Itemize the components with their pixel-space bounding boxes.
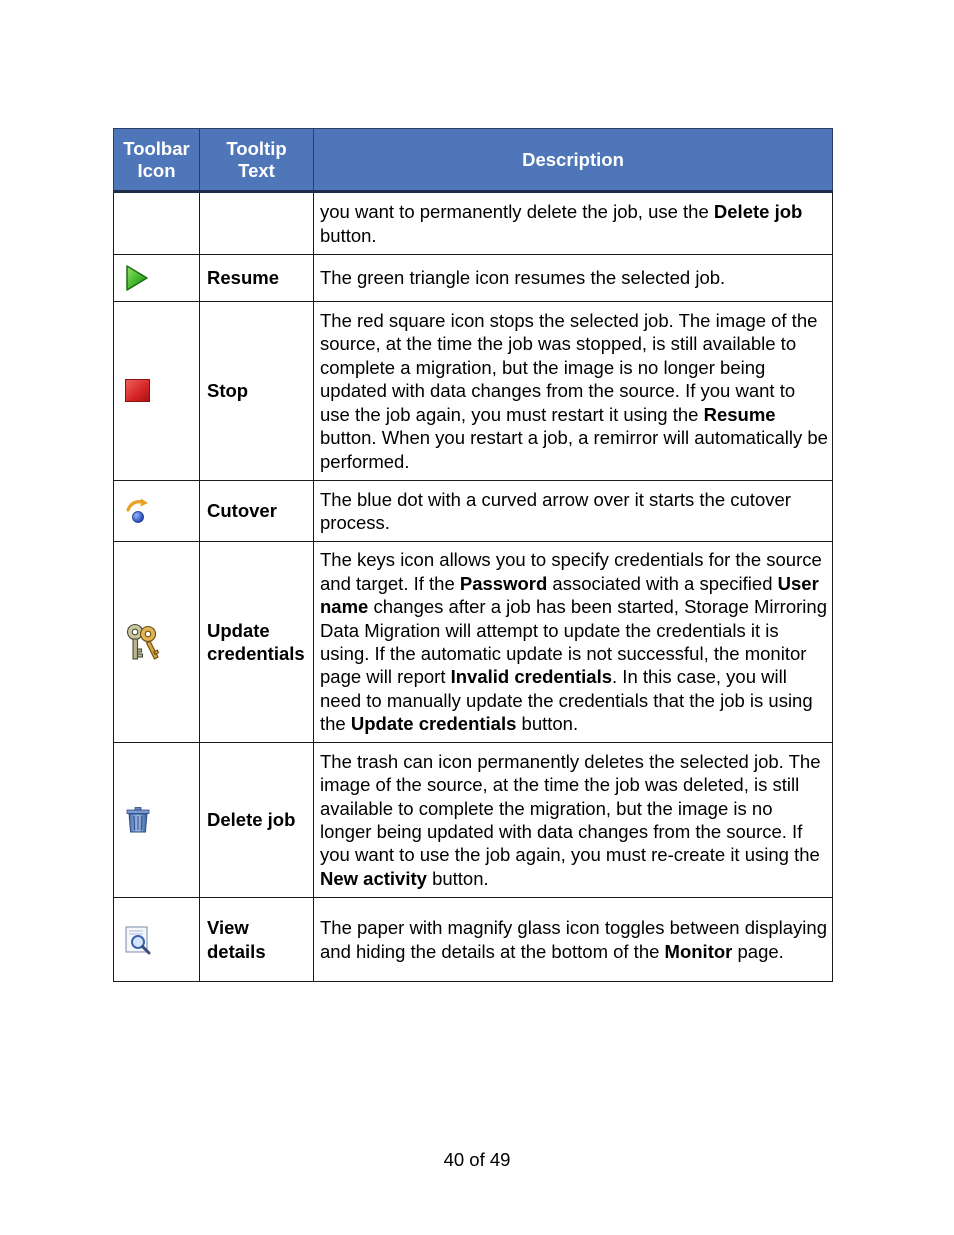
tooltip-resume: Resume: [200, 255, 314, 302]
description-text: button.: [516, 713, 579, 735]
description-text: button. When you restart a job, a remirror will automatically be performed.: [320, 427, 828, 472]
paper-magnify-glass-icon: [124, 925, 154, 955]
tooltip-update-credentials-line2: credentials: [207, 643, 305, 664]
description-text: The paper with magnify glass icon toggles between displaying and hiding the details at the bottom of the: [320, 917, 827, 962]
table-header: [114, 129, 833, 192]
description-text: associated with a specified: [547, 572, 778, 594]
tooltip-view-details: [200, 898, 314, 982]
description-text: The blue dot with a curved arrow over it starts the cutover process.: [320, 488, 791, 533]
table-row: [114, 192, 833, 255]
description-text: The trash can icon permanently deletes the selected job. The image of the source, at the time the job was deleted, is still available to complete the migration, but the image is no longer being updated with data changes from the source. If you want to use the job again, you must re-create it using the: [320, 750, 821, 866]
description-text: you want to permanently delete the job, use the: [320, 201, 714, 223]
description-bold-text: Update credentials: [350, 713, 517, 735]
table-row: [114, 542, 833, 743]
table-row: [114, 743, 833, 898]
green-triangle-play-icon: [124, 264, 150, 292]
description-cell: [314, 302, 833, 481]
toolbar-icons-table: [113, 128, 833, 982]
tooltip-update-credentials-line1: Update: [207, 619, 270, 641]
description-bold-text: Delete job: [713, 201, 803, 223]
header-tooltip-text: [200, 129, 314, 192]
icon-cell: [114, 898, 200, 982]
icon-cell: [114, 542, 200, 743]
header-toolbar-icon-line1: Toolbar: [123, 137, 190, 159]
description-bold-text: User name: [320, 572, 819, 618]
tooltip-cutover: Cutover: [200, 481, 314, 542]
description-cell: [314, 255, 833, 302]
tooltip-delete-job: Delete job: [200, 743, 314, 898]
table-body: [114, 192, 833, 982]
header-tooltip-text-line1: Tooltip: [226, 137, 287, 159]
description-cell: [314, 481, 833, 542]
description-text: button.: [426, 867, 489, 889]
page-number: 40 of 49: [443, 1149, 511, 1170]
icon-cell-empty: [114, 192, 200, 255]
table-row: [114, 302, 833, 481]
icon-cell: [114, 481, 200, 542]
description-text: button.: [320, 224, 377, 246]
header-toolbar-icon-line2: Icon: [137, 159, 176, 181]
tooltip-stop: Stop: [200, 302, 314, 481]
description-bold-text: Password: [459, 572, 548, 594]
keys-icon: [124, 622, 162, 662]
description-text: The red square icon stops the selected job. The image of the source, at the time the job was stopped, is still available to complete a migration, but the image is no longer being updated with data changes from the source. If you want to use the job again, you must restart it using the: [320, 310, 818, 425]
blue-dot-curved-arrow-icon: [124, 497, 154, 525]
table-row: [114, 898, 833, 982]
tooltip-cell-empty: [200, 192, 314, 255]
description-cell: [314, 192, 833, 255]
tooltip-view-details-line2: details: [207, 940, 266, 962]
table-row: [114, 481, 833, 542]
description-bold-text: Monitor: [664, 940, 733, 962]
description-bold-text: Invalid credentials: [450, 666, 613, 688]
description-cell: [314, 898, 833, 982]
icon-cell: [114, 255, 200, 302]
description-text: changes after a job has been started, Storage Mirroring Data Migration will attempt to update the credentials it is using. If the automatic update is not successful, the monitor page will report: [320, 596, 827, 688]
description-text: page.: [732, 940, 784, 962]
tooltip-view-details-line1: View: [207, 917, 249, 939]
header-row: [114, 129, 833, 192]
header-toolbar-icon: [114, 129, 200, 192]
description-text: . In this case, you will need to manually update the credentials that the job is using the: [320, 666, 813, 735]
tooltip-update-credentials: [200, 542, 314, 743]
description-cell: [314, 743, 833, 898]
description-bold-text: Resume: [703, 403, 776, 425]
description-bold-text: New activity: [320, 867, 427, 889]
header-tooltip-text-line2: Text: [238, 159, 275, 181]
description-cell: [314, 542, 833, 743]
trash-can-icon: [124, 806, 152, 834]
icon-cell: [114, 743, 200, 898]
red-square-stop-icon: [124, 378, 152, 404]
header-description: Description: [314, 129, 833, 192]
description-text: The keys icon allows you to specify credentials for the source and target. If the: [320, 549, 822, 594]
description-text: The green triangle icon resumes the selected job.: [320, 267, 726, 289]
table-row: [114, 255, 833, 302]
icon-cell: [114, 302, 200, 481]
